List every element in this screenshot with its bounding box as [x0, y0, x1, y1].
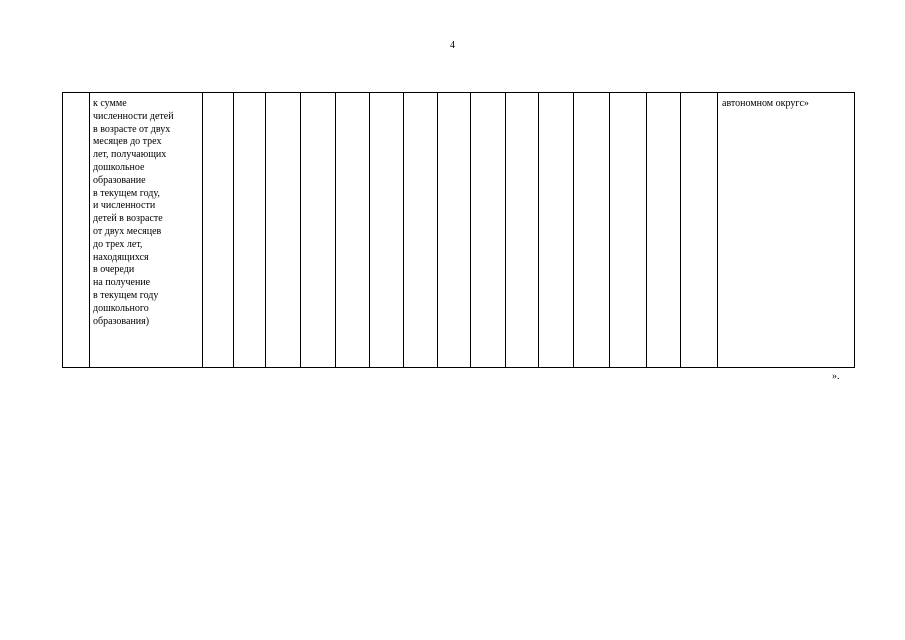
closing-quote-mark: ». [832, 371, 840, 382]
value-cell [404, 93, 438, 368]
row-number-cell [63, 93, 90, 368]
value-cell [610, 93, 647, 368]
value-cell [336, 93, 370, 368]
continuation-table [62, 92, 855, 368]
indicator-text: к сумме численности детей в возрасте от двух месяцев до трех лет, получающих дошкольное образование в текущем году, и численности детей в возрасте от двух месяцев до трех лет, находящихся в очереди на получение в текущем году дошкольного образования) [93, 98, 174, 327]
value-cell [681, 93, 718, 368]
value-cell [539, 93, 574, 368]
value-cell [647, 93, 681, 368]
value-cell [574, 93, 610, 368]
responsible-text: автономном округс» [722, 98, 809, 109]
value-cell [506, 93, 539, 368]
value-cell [370, 93, 404, 368]
responsible-cell [718, 93, 855, 368]
value-cell [234, 93, 266, 368]
value-cell [301, 93, 336, 368]
value-cell [438, 93, 471, 368]
indicator-cell [90, 93, 203, 368]
value-cell [266, 93, 301, 368]
table-row [63, 93, 855, 368]
page-number: 4 [450, 40, 455, 51]
value-cell [203, 93, 234, 368]
value-cell [471, 93, 506, 368]
